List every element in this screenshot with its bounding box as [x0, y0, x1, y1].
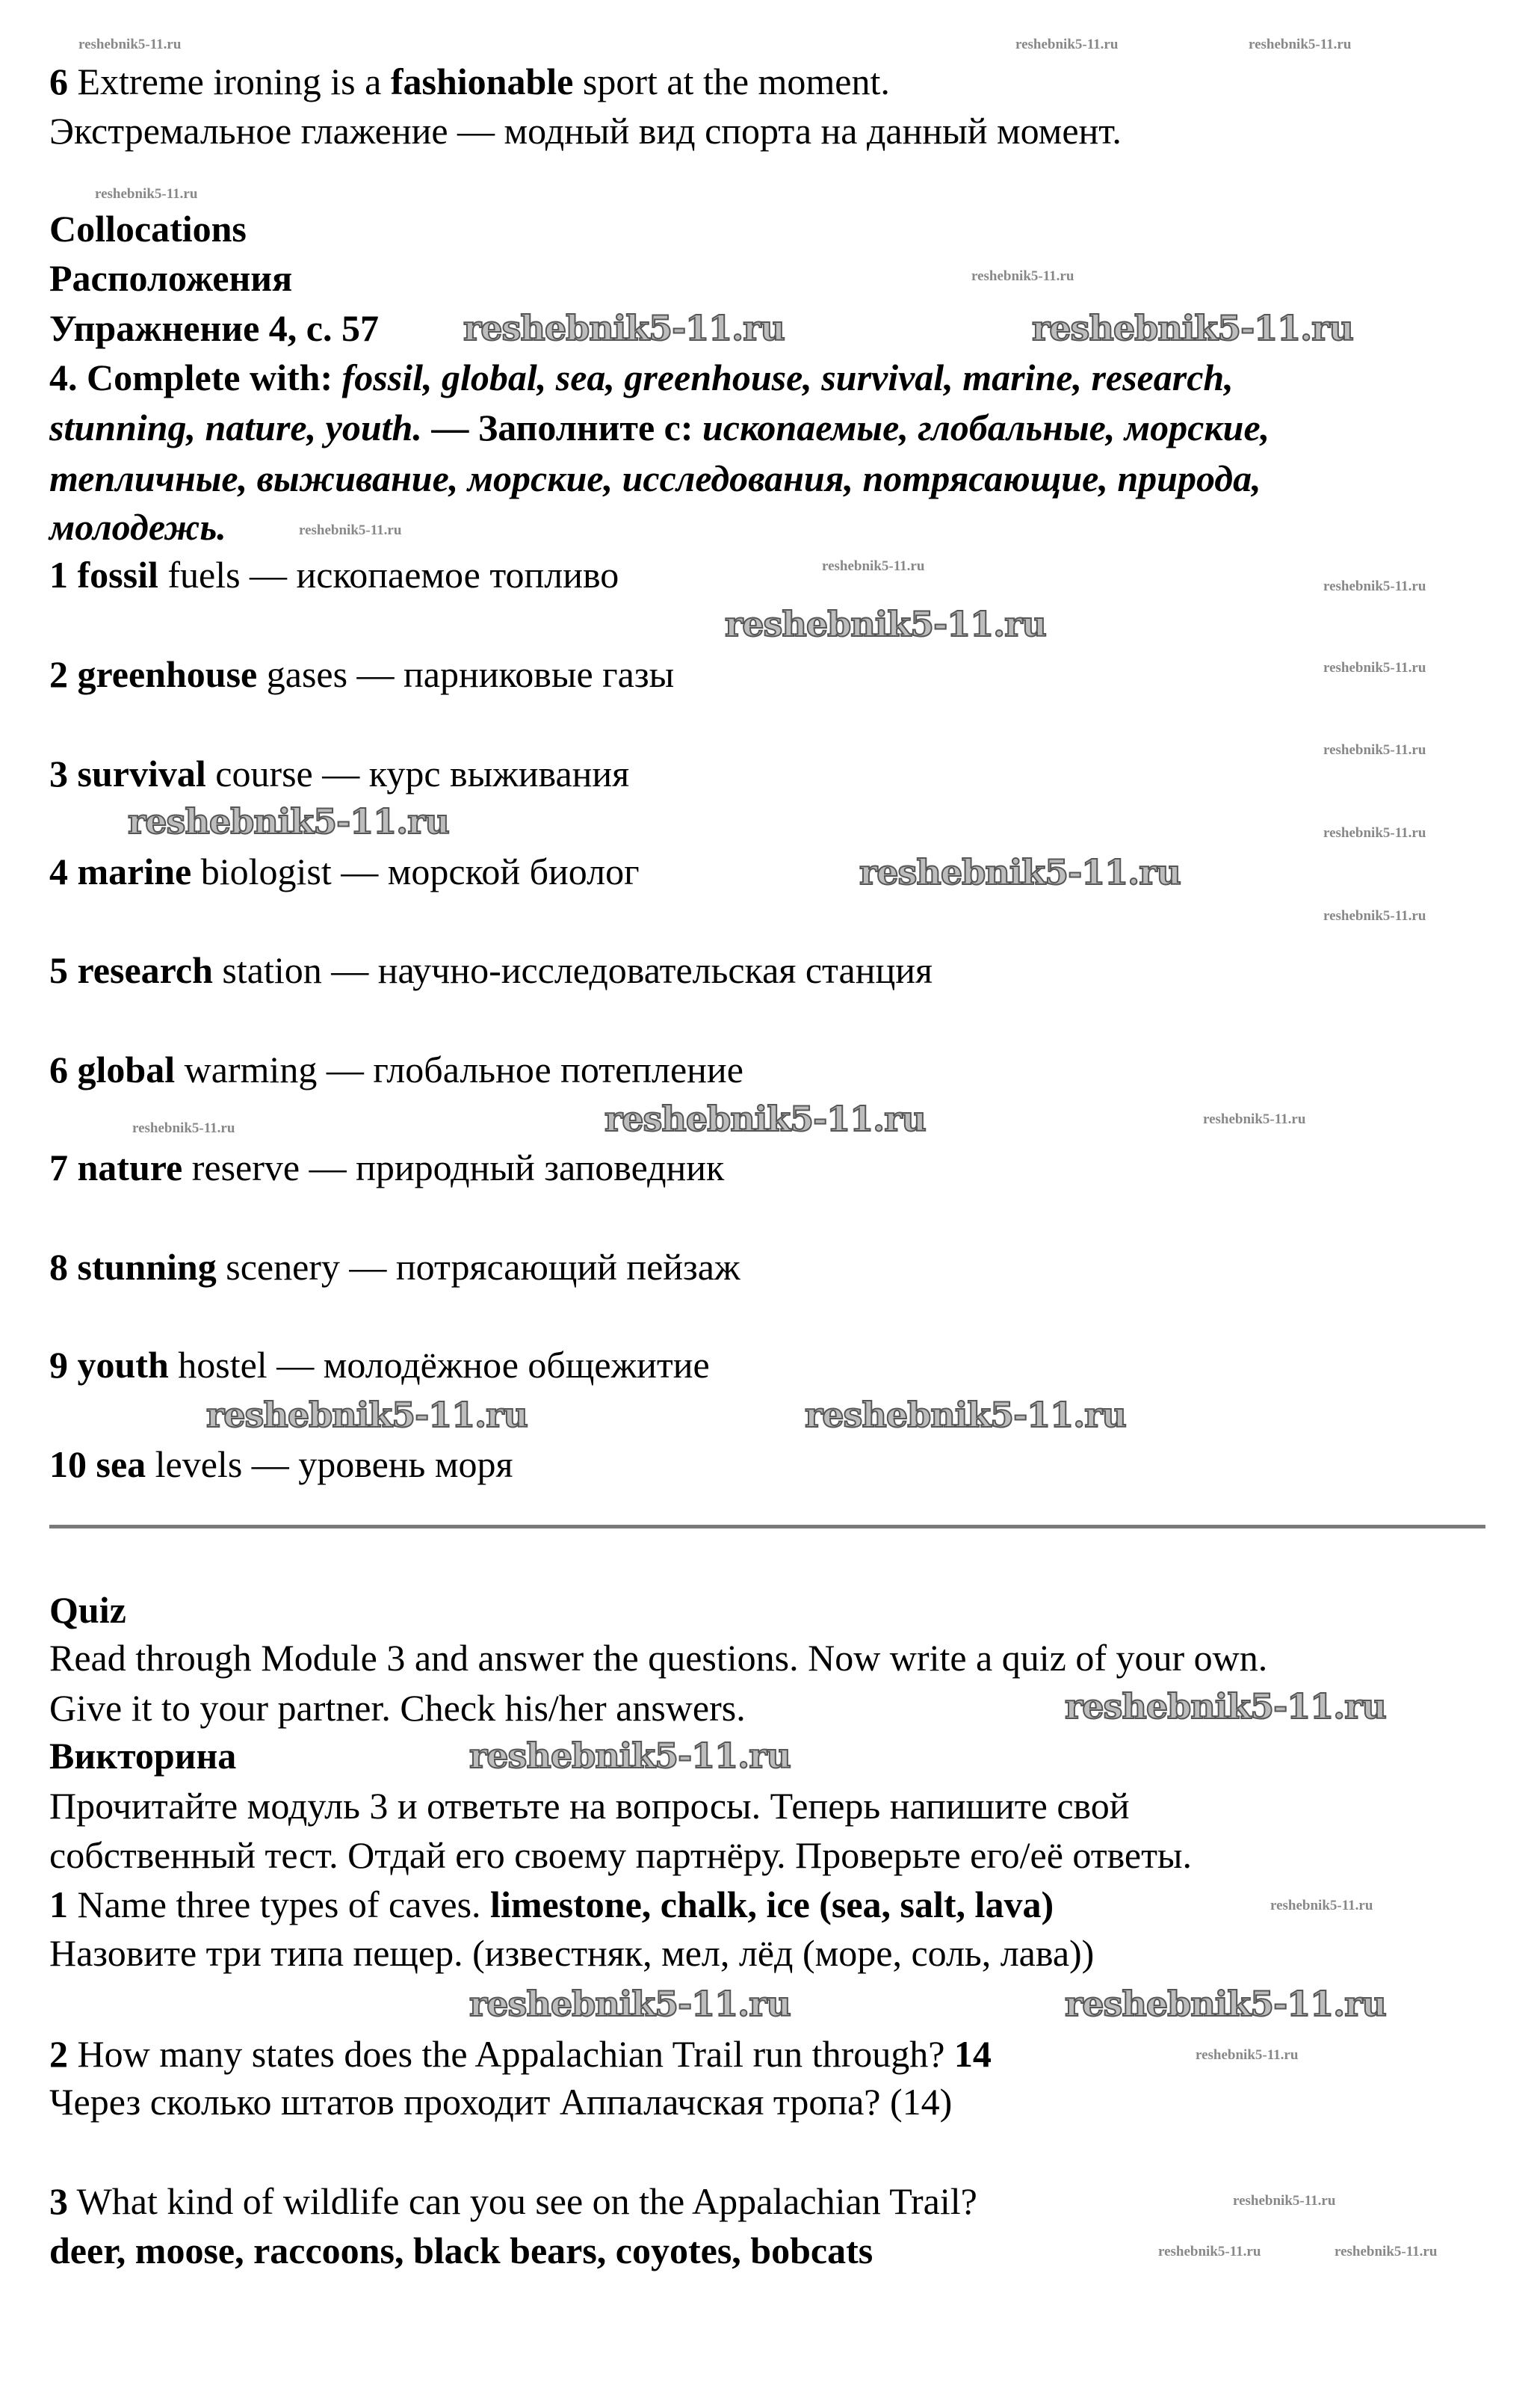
watermark-text: reshebnik5-11.ru	[1335, 2244, 1438, 2259]
watermark-text: reshebnik5-11.ru	[1032, 308, 1353, 348]
text-segment: Викторина	[49, 1735, 237, 1777]
text-segment: fuels — ископаемое топливо	[158, 553, 619, 596]
text-segment: Collocations	[49, 207, 247, 250]
text-segment: 10 sea	[49, 1443, 146, 1485]
text-segment: 14	[953, 2032, 992, 2075]
text-line	[49, 454, 1261, 503]
watermark-text: reshebnik5-11.ru	[1323, 825, 1426, 841]
text-line	[49, 1731, 236, 1780]
text-segment: sport at the moment.	[573, 60, 890, 102]
text-line	[49, 1633, 1267, 1682]
text-segment: Read through Module 3 and answer the questions. Now write a quiz of your own.	[49, 1637, 1268, 1679]
watermark-text: reshebnik5-11.ru	[805, 1395, 1126, 1435]
watermark-text: reshebnik5-11.ru	[1323, 660, 1426, 676]
text-line	[49, 945, 933, 995]
text-segment: Give it to your partner. Check his/her answers.	[49, 1686, 746, 1729]
text-segment: 2	[49, 2032, 68, 2075]
text-segment: 6	[49, 60, 78, 102]
watermark-text: reshebnik5-11.ru	[1323, 742, 1426, 758]
text-segment: Упражнение 4, с. 57	[49, 306, 379, 349]
watermark-text: reshebnik5-11.ru	[1249, 37, 1352, 52]
text-line	[49, 253, 292, 303]
text-segment: deer, moose, raccoons, black bears, coyotes, bobcats	[49, 2230, 873, 2272]
text-segment: Name three types of caves.	[68, 1884, 491, 1926]
text-line	[49, 403, 1270, 452]
text-line	[49, 106, 1122, 155]
text-line	[49, 1242, 740, 1292]
text-line	[49, 1045, 743, 1094]
watermark-text: reshebnik5-11.ru	[1323, 579, 1426, 594]
text-line	[49, 550, 619, 599]
text-segment: молодежь.	[49, 505, 226, 548]
watermark-text: reshebnik5-11.ru	[1015, 37, 1119, 52]
watermark-text: reshebnik5-11.ru	[859, 852, 1181, 892]
text-line	[49, 204, 247, 253]
text-segment: limestone, chalk, ice (sea, salt, lava)	[490, 1884, 1054, 1926]
watermark-text: reshebnik5-11.ru	[1065, 1984, 1386, 2024]
text-segment: Назовите три типа пещер. (известняк, мел, лёд (море, соль, лава))	[49, 1931, 1095, 1974]
text-line	[49, 1830, 1192, 1880]
text-segment: What kind of wildlife can you see on the Appalachian Trail?	[68, 2180, 977, 2223]
text-segment: 4 marine	[49, 850, 192, 892]
text-line	[49, 1340, 710, 1389]
text-segment: 6 global	[49, 1049, 176, 1091]
watermark-text: reshebnik5-11.ru	[1065, 1686, 1386, 1727]
text-segment: biologist — морской биолог	[191, 850, 640, 892]
text-segment: 1	[49, 1884, 68, 1926]
text-segment: 1 fossil	[49, 553, 158, 596]
text-segment: собственный тест. Отдай его своему партнёру. Проверьте его/её ответы.	[49, 1834, 1193, 1877]
text-segment: reserve — природный заповедник	[182, 1147, 725, 1189]
watermark-text: reshebnik5-11.ru	[725, 604, 1046, 644]
text-segment: hostel — молодёжное общежитие	[168, 1343, 710, 1386]
text-segment: ископаемые, глобальные, морские,	[702, 406, 1270, 448]
text-line	[49, 1781, 1130, 1830]
text-segment: fossil, global, sea, greenhouse, survival, marine, research,	[341, 357, 1234, 399]
text-segment: 2 greenhouse	[49, 653, 258, 695]
watermark-text: reshebnik5-11.ru	[469, 1984, 791, 2024]
watermark-text: reshebnik5-11.ru	[299, 522, 402, 538]
text-line	[49, 1585, 126, 1635]
text-segment: gases — парниковые газы	[257, 653, 675, 695]
text-line	[49, 1928, 1094, 1978]
text-line	[49, 1683, 746, 1733]
text-segment: course — курс выживания	[205, 752, 630, 795]
text-line	[49, 2226, 873, 2275]
text-line	[49, 749, 629, 798]
text-segment: stunning, nature, youth.	[49, 406, 422, 448]
watermark-text: reshebnik5-11.ru	[463, 308, 785, 348]
text-line	[49, 2176, 977, 2226]
watermark-text: reshebnik5-11.ru	[78, 37, 182, 52]
watermark-text: reshebnik5-11.ru	[604, 1099, 926, 1139]
watermark-text: reshebnik5-11.ru	[1196, 2047, 1299, 2063]
text-segment: 8 stunning	[49, 1245, 217, 1288]
text-line	[49, 1880, 1054, 1929]
watermark-text: reshebnik5-11.ru	[132, 1120, 235, 1136]
watermark-text: reshebnik5-11.ru	[822, 558, 925, 574]
text-segment: Прочитайте модуль 3 и ответьте на вопросы. Теперь напишите свой	[49, 1784, 1130, 1827]
text-segment: 5 research	[49, 949, 213, 992]
text-line	[49, 2029, 992, 2079]
section-divider	[49, 1525, 1485, 1528]
text-segment: 3	[49, 2180, 68, 2223]
watermark-text: reshebnik5-11.ru	[1270, 1898, 1373, 1913]
text-segment: 3 survival	[49, 752, 206, 795]
watermark-text: reshebnik5-11.ru	[971, 268, 1074, 284]
text-segment: Extreme ironing is a	[77, 60, 391, 102]
watermark-text: reshebnik5-11.ru	[206, 1395, 528, 1435]
watermark-text: reshebnik5-11.ru	[95, 186, 198, 202]
text-segment: — Заполните с:	[421, 406, 702, 448]
text-segment: Экстремальное глажение — модный вид спорта на данный момент.	[49, 110, 1122, 152]
text-segment: Через сколько штатов проходит Аппалачская тропа? (14)	[49, 2081, 953, 2123]
text-segment: station — научно-исследовательская станция	[212, 949, 933, 992]
text-line	[49, 1143, 724, 1192]
text-segment: warming — глобальное потепление	[175, 1049, 743, 1091]
text-segment: levels — уровень моря	[146, 1443, 513, 1485]
text-segment: Quiz	[49, 1588, 126, 1631]
text-segment: How many states does the Appalachian Trail run through?	[68, 2032, 954, 2075]
watermark-text: reshebnik5-11.ru	[1323, 908, 1426, 924]
text-line	[49, 57, 890, 106]
text-line	[49, 847, 640, 896]
watermark-text: reshebnik5-11.ru	[1233, 2193, 1336, 2209]
text-line	[49, 1440, 513, 1489]
text-segment: 7 nature	[49, 1147, 183, 1189]
text-segment: scenery — потрясающий пейзаж	[216, 1245, 740, 1288]
text-segment: Расположения	[49, 257, 293, 300]
watermark-text: reshebnik5-11.ru	[469, 1736, 791, 1776]
text-line	[49, 502, 226, 552]
text-segment: тепличные, выживание, морские, исследования, потрясающие, природа,	[49, 457, 1261, 500]
text-line	[49, 650, 674, 699]
watermark-text: reshebnik5-11.ru	[1158, 2244, 1261, 2259]
text-segment: 9 youth	[49, 1343, 169, 1386]
watermark-text: reshebnik5-11.ru	[1203, 1111, 1306, 1127]
watermark-text: reshebnik5-11.ru	[128, 801, 449, 842]
text-line	[49, 353, 1234, 402]
text-segment: fashionable	[390, 60, 574, 102]
text-segment: 4. Complete with:	[49, 357, 342, 399]
text-line	[49, 2077, 952, 2126]
text-line	[49, 303, 379, 353]
